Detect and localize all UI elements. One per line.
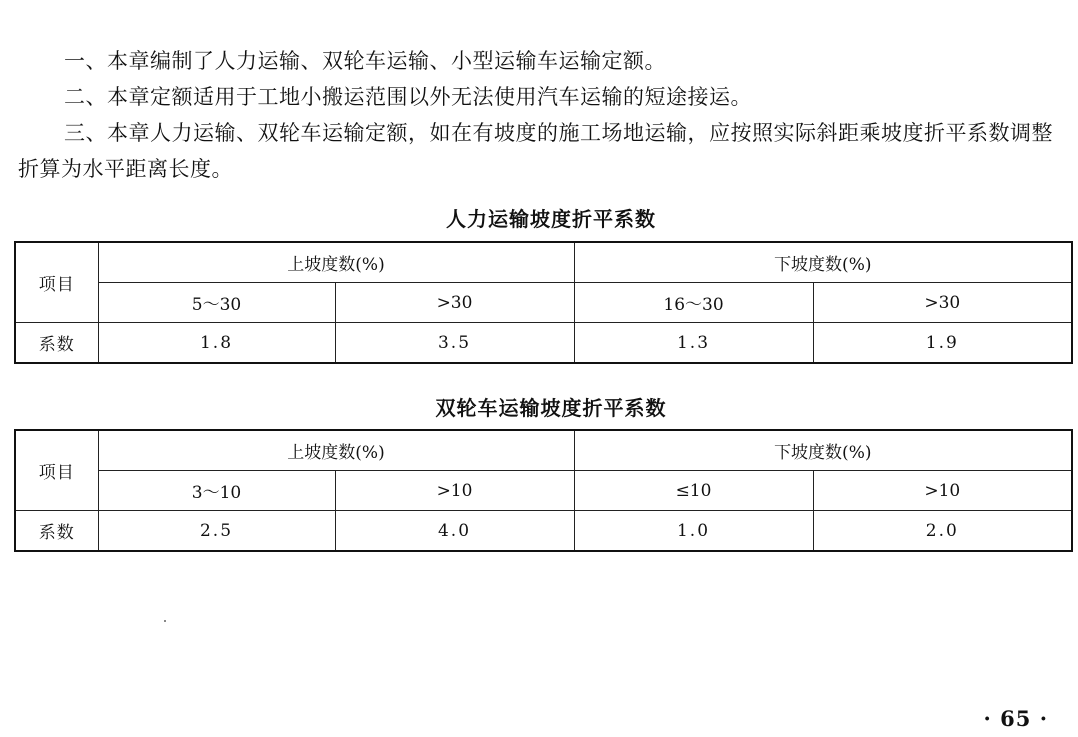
table-row [15, 511, 1072, 552]
table-range-row [15, 471, 1072, 511]
coefficient-value-cell: 1.3 [574, 323, 813, 364]
range-cell: 16～30 [574, 283, 813, 323]
range-cell: >10 [813, 471, 1072, 511]
handcart-transport-slope-table [14, 429, 1073, 552]
coefficient-value-cell: 4.0 [335, 511, 574, 552]
coefficient-value-cell: 3.5 [335, 323, 574, 364]
range-cell: 5～30 [98, 283, 335, 323]
uphill-header-cell: 上坡度数(%) [98, 430, 574, 471]
paragraph-3: 三、本章人力运输、双轮车运输定额，如在有坡度的施工场地运输，应按照实际斜距乘坡度折平系数调整折算为水平距离长度。 [18, 121, 1053, 181]
range-cell: >30 [335, 283, 574, 323]
scan-speck [164, 620, 166, 622]
table1-title: 人力运输坡度折平系数 [446, 207, 656, 231]
table-row [15, 323, 1072, 364]
downhill-header-cell: 下坡度数(%) [574, 430, 1072, 471]
range-cell: ≤10 [574, 471, 813, 511]
coefficient-label-cell: 系数 [15, 511, 98, 552]
item-header-cell: 项目 [15, 242, 98, 323]
coefficient-value-cell: 1.8 [98, 323, 335, 364]
range-cell: >30 [813, 283, 1072, 323]
table2-title: 双轮车运输坡度折平系数 [435, 396, 667, 420]
coefficient-value-cell: 2.5 [98, 511, 335, 552]
coefficient-value-cell: 1.0 [574, 511, 813, 552]
table-header-row [15, 430, 1072, 471]
coefficient-value-cell: 1.9 [813, 323, 1072, 364]
item-header-cell: 项目 [15, 430, 98, 511]
manual-transport-slope-table [14, 241, 1073, 364]
uphill-header-cell: 上坡度数(%) [98, 242, 574, 283]
table-range-row [15, 283, 1072, 323]
table-header-row [15, 242, 1072, 283]
coefficient-label-cell: 系数 [15, 323, 98, 364]
downhill-header-cell: 下坡度数(%) [574, 242, 1072, 283]
paragraph-1: 一、本章编制了人力运输、双轮车运输、小型运输车运输定额。 [64, 49, 666, 73]
range-cell: >10 [335, 471, 574, 511]
coefficient-value-cell: 2.0 [813, 511, 1072, 552]
paragraph-2: 二、本章定额适用于工地小搬运范围以外无法使用汽车运输的短途接运。 [64, 85, 752, 109]
page-number: · 65 · [983, 706, 1048, 731]
range-cell: 3～10 [98, 471, 335, 511]
